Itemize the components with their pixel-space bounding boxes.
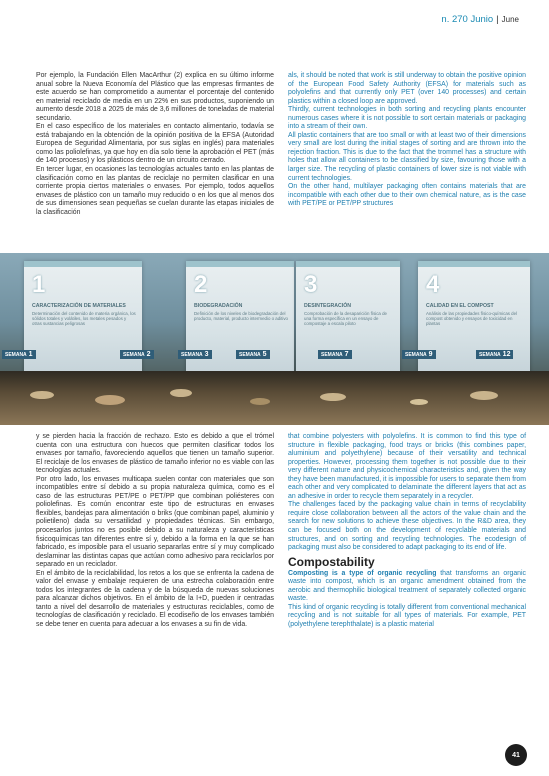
paragraph: The challenges faced by the packaging value chain in terms of recyclability require close collaboration between all the actors of the value chain and the search for new solutions to achieve these objectives. In the R&D area, they can be focused both on the development of recyclable materials and structures, and on sorting and recycling technologies. The ecodesign of packaging must also be considered to adapt packaging to its end of life. bbox=[288, 501, 526, 552]
panel-title: CARACTERIZACIÓN DE MATERIALES bbox=[32, 303, 126, 309]
panel-number: 3 bbox=[304, 271, 318, 298]
week-label: SEMANA 7 bbox=[318, 350, 352, 359]
week-label: SEMANA 12 bbox=[476, 350, 513, 359]
panel-title: CALIDAD EN EL COMPOST bbox=[426, 303, 494, 309]
paragraph: Por otro lado, los envases multicapa suelen contar con materiales que son incompatibles entre sí debido a su propia naturaleza química, como es el caso de las estructuras PET/PE o PET/PP que combinan poliésteres con poliolefinas. Es común encontrar este tipo de estructuras en envases flexibles, bandejas para alimentación o briks (que combinan papel, aluminio y polietileno) dada su versatilidad y propiedades técnicas. Sin embargo, procesarlos juntos no es posible debido a su naturaleza y características fisicoquímicas tan diferentes entre sí y, debido a la forma en la que se han fabricado, es imposible para el usuario separarlas entre sí y muy complicado deslaminar las distintas capas que actúan como adhesivo para reciclarlos por separado en un reciclador. bbox=[36, 475, 274, 569]
page-header bbox=[441, 14, 519, 25]
info-panel bbox=[186, 261, 294, 377]
paragraph: En tercer lugar, en ocasiones las tecnologías actuales tanto en las plantas de clasificación como en las plantas de reciclaje no permiten clasificar en una corriente propia ciertos materiales o envases. Por ejemplo, todos aquellos envases de plástico con un tamaño muy reducido o en los que al menos dos de sus dimensiones sean pequeñas se cuelan durante las etapas iniciales de la clasificación bbox=[36, 166, 274, 216]
paragraph bbox=[288, 570, 526, 604]
spanish-column-bottom bbox=[36, 433, 274, 630]
compost-debris bbox=[170, 389, 192, 397]
lead-text: Composting is a type of organic recycling bbox=[288, 569, 437, 577]
week-label: SEMANA 1 bbox=[2, 350, 36, 359]
week-label: SEMANA 2 bbox=[120, 350, 154, 359]
paragraph: that combine polyesters with polyolefins. It is common to find this type of structure in flexible packaging, food trays or bricks (this combines paper, aluminium and polyethylene) because of their versatility and technical properties. However, processing them together is not possible due to their very different nature and physicochemical characteristics and, given the way they have been manufactured, it is impossible for users to separate them from each other and very complicated to delaminate the different layers that act as an adhesive in order to recycle them separately in a recycler. bbox=[288, 433, 526, 500]
compost-debris bbox=[320, 393, 346, 401]
info-panel bbox=[24, 261, 142, 377]
paragraph: Por ejemplo, la Fundación Ellen MacArthur (2) explica en su último informe anual sobre la Nueva Economía del Plástico que las empresas firmantes de este acuerdo se han comprometido a aumentar el porcentaje del contenido en material reciclado de media en un 22% en sus productos, suponiendo un aumento desde 2018 a 2025 de más de 3,6 millones de toneladas de material secundario. bbox=[36, 72, 274, 122]
paragraph: On the other hand, multilayer packaging often contains materials that are incompatible with each other due to their own chemical nature, as is the case with PET/PE or PET/PP structures bbox=[288, 183, 526, 208]
panel-text: Definición de los niveles de biodegradación del producto, material, producto intermedio o aditivo bbox=[194, 311, 288, 322]
month-label: June bbox=[501, 15, 519, 24]
paragraph: This kind of organic recycling is totally different from conventional mechanical recycling and is not suitable for all types of materials. For example, PET (polyethylene terephthalate) is a plastic material bbox=[288, 603, 526, 628]
panel-text: Determinación del contenido de materia orgánica, los sólidos totales y volátiles, los metales pesados y otras sustancias peligrosas bbox=[32, 311, 136, 327]
paragraph: All plastic containers that are too small or with at least two of their dimensions very small are lost during the initial stages of sorting and are thrown into the rejection fraction. This is due to the fact that the trommel has a structure with holes that allow all containers to be classified by size, favouring those with a larger size. The recycling of plastic containers of lower size is not viable with current technologies. bbox=[288, 131, 526, 182]
info-panel bbox=[418, 261, 530, 377]
english-column-bottom bbox=[288, 433, 526, 629]
lead-rest: that transforms an organic waste into compost, which is an organic amendment obtained from the aerobic and thermophilic biological treatment of separately collected organic waste. bbox=[288, 569, 526, 603]
paragraph: En el ámbito de la reciclabilidad, los retos a los que se enfrenta la cadena de valor del envase y embalaje requieren de una estrecha colaboración entre todos los integrantes de la cadena y de la búsqueda de nuevas soluciones para alcanzar dichos objetivos. En el ámbito de la I+D, pueden ir centradas tanto a nivel del desarrollo de materiales y estructuras reciclables, como de tecnologías de clasificación y reciclado. El ecodiseño de los envases también se debe tener en cuenta para adecuar a los envases a su fin de vida. bbox=[36, 569, 274, 629]
compost-debris bbox=[30, 391, 54, 399]
compost-debris bbox=[95, 395, 125, 405]
section-title: Compostability bbox=[288, 554, 375, 569]
header-separator: | bbox=[496, 14, 499, 25]
english-column-top bbox=[288, 72, 526, 209]
info-panel bbox=[296, 261, 400, 377]
panel-title: BIODEGRADACIÓN bbox=[194, 303, 243, 309]
compost-debris bbox=[250, 398, 270, 405]
issue-label: n. 270 Junio bbox=[441, 14, 494, 25]
compost-test-photo bbox=[0, 253, 549, 425]
compost-debris bbox=[410, 399, 428, 405]
panel-number: 1 bbox=[32, 271, 46, 298]
page-number: 41 bbox=[505, 744, 527, 766]
compost-debris bbox=[470, 391, 498, 400]
paragraph: als, it should be noted that work is still underway to obtain the positive opinion of the European Food Safety Authority (EFSA) for materials such as polyolefins and that currently only PET (over 140 processes) and certain plastics within a closed loop are approved. bbox=[288, 72, 526, 105]
spanish-column-top bbox=[36, 72, 274, 217]
panel-text: Comprobación de la desaparición física de una forma específica en un ensayo de compostaje a escala piloto bbox=[304, 311, 387, 327]
panel-text: Análisis de las propiedades físico-químicas del compost obtenido y ensayos de toxicidad en plantas bbox=[426, 311, 518, 327]
week-label: SEMANA 5 bbox=[236, 350, 270, 359]
compost-ground bbox=[0, 371, 549, 425]
panel-title: DESINTEGRACIÓN bbox=[304, 303, 351, 309]
paragraph: y se pierden hacia la fracción de rechazo. Esto es debido a que el trómel cuenta con una estructura con huecos que permiten clasificar todos los envases por tamaño, favoreciendo aquellos que tienen un tamaño superior. El reciclaje de los envases de plástico de tamaño inferior no es viable con las tecnologías actuales. bbox=[36, 433, 274, 475]
panel-number: 4 bbox=[426, 271, 440, 298]
week-label: SEMANA 9 bbox=[402, 350, 436, 359]
panel-number: 2 bbox=[194, 271, 208, 298]
paragraph: En el caso específico de los materiales en contacto alimentario, todavía se está trabajando en la obtención de la opinión positiva de la EFSA (Autoridad Europea de Seguridad Alimentaria, por sus siglas en inglés) para materiales como las poliolefinas, ya que hoy en día solo tiene la aprobación el PET (más de 140 procesos) y los plásticos dentro de un circuito cerrado. bbox=[36, 123, 274, 165]
week-label: SEMANA 3 bbox=[178, 350, 212, 359]
paragraph: Thirdly, current technologies in both sorting and recycling plants encounter numerous cases where it is not possible to sort certain materials or packaging into a stream of their own. bbox=[288, 106, 526, 131]
